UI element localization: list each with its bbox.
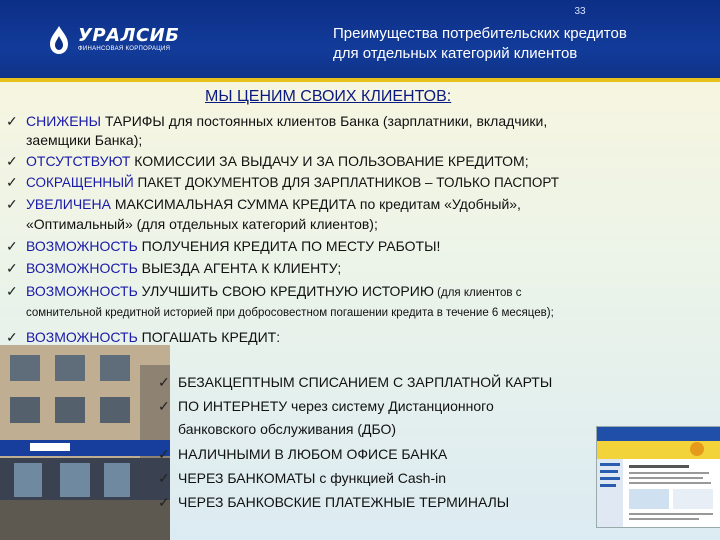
bullet-keyword: УВЕЛИЧЕНА [26, 196, 111, 212]
bullet-note: (для клиентов с [433, 287, 522, 299]
bullet-text: КОМИССИИ ЗА ВЫДАЧУ И ЗА ПОЛЬЗОВАНИЕ КРЕДИТОМ; [130, 153, 529, 169]
logo-name: УРАЛСИБ [78, 25, 180, 46]
check-icon: ✓ [158, 374, 170, 390]
check-icon: ✓ [6, 153, 18, 169]
bullet-keyword: ВОЗМОЖНОСТЬ [26, 329, 138, 345]
check-icon: ✓ [6, 196, 18, 212]
bullet-text: ПОЛУЧЕНИЯ КРЕДИТА ПО МЕСТУ РАБОТЫ! [137, 238, 441, 254]
check-icon: ✓ [6, 174, 18, 190]
check-icon: ✓ [6, 113, 18, 129]
check-icon: ✓ [6, 283, 18, 299]
bullet-text: ПАКЕТ ДОКУМЕНТОВ ДЛЯ ЗАРПЛАТНИКОВ – ТОЛЬКО ПАСПОРТ [133, 175, 559, 190]
bullet-keyword: СНИЖЕНЫ [26, 113, 102, 129]
bullet-keyword: ВОЗМОЖНОСТЬ [26, 260, 138, 276]
check-icon: ✓ [158, 494, 170, 510]
bullet-keyword: СОКРАЩЕННЫЙ [26, 175, 134, 190]
logo-subtitle: ФИНАНСОВАЯ КОРПОРАЦИЯ [78, 46, 171, 52]
title-line-1: Преимущества потребительских кредитов [333, 25, 627, 42]
header-stripe [0, 78, 720, 82]
title-line-2: для отдельных категорий клиентов [333, 45, 578, 62]
check-icon: ✓ [6, 238, 18, 254]
section-subheading: МЫ ЦЕНИМ СВОИХ КЛИЕНТОВ: [205, 88, 452, 105]
bullet-note: сомнительной кредитной историей при добросовестном погашении кредита в течение 6 месяцев); [26, 307, 554, 319]
bullet-text: ВЫЕЗДА АГЕНТА К КЛИЕНТУ; [137, 260, 342, 276]
sub-bullet-text: ЧЕРЕЗ БАНКОМАТЫ с функцией Cash-in [178, 470, 447, 486]
bullet-text: ТАРИФЫ для постоянных клиентов Банка (зарплатники, вкладчики, [101, 113, 548, 129]
bullet-keyword: ОТСУТСТВУЮТ [26, 153, 131, 169]
internet-banking-screenshot [596, 426, 720, 528]
sub-bullet-text: НАЛИЧНЫМИ В ЛЮБОМ ОФИСЕ БАНКА [178, 446, 448, 462]
bank-office-photo [0, 345, 170, 540]
bullet-keyword: ВОЗМОЖНОСТЬ [26, 238, 138, 254]
logo-flame-icon [46, 25, 72, 55]
check-icon: ✓ [6, 329, 18, 345]
sub-bullet-text: ПО ИНТЕРНЕТУ через систему Дистанционного [178, 398, 494, 414]
check-icon: ✓ [6, 260, 18, 276]
brand-logo [46, 24, 179, 56]
sub-bullet-text: банковского обслуживания (ДБО) [178, 421, 397, 437]
bullet-text: УЛУЧШИТЬ СВОЮ КРЕДИТНУЮ ИСТОРИЮ [137, 283, 434, 299]
check-icon: ✓ [158, 470, 170, 486]
sub-bullet-text: ЧЕРЕЗ БАНКОВСКИЕ ПЛАТЕЖНЫЕ ТЕРМИНАЛЫ [178, 494, 510, 510]
sub-bullet-text: БЕЗАКЦЕПТНЫМ СПИСАНИЕМ С ЗАРПЛАТНОЙ КАРТЫ [178, 374, 553, 390]
slide-number: 33 [574, 6, 586, 17]
check-icon: ✓ [158, 398, 170, 414]
bullet-text: МАКСИМАЛЬНАЯ СУММА КРЕДИТА по кредитам «Удобный», [110, 196, 521, 212]
check-icon: ✓ [158, 446, 170, 462]
bullet-keyword: ВОЗМОЖНОСТЬ [26, 283, 138, 299]
bullet-text: заемщики Банка); [26, 132, 143, 148]
bullet-text: «Оптимальный» (для отдельных категорий клиентов); [26, 216, 378, 232]
bullet-text: ПОГАШАТЬ КРЕДИТ: [137, 329, 281, 345]
page-title [333, 24, 718, 64]
